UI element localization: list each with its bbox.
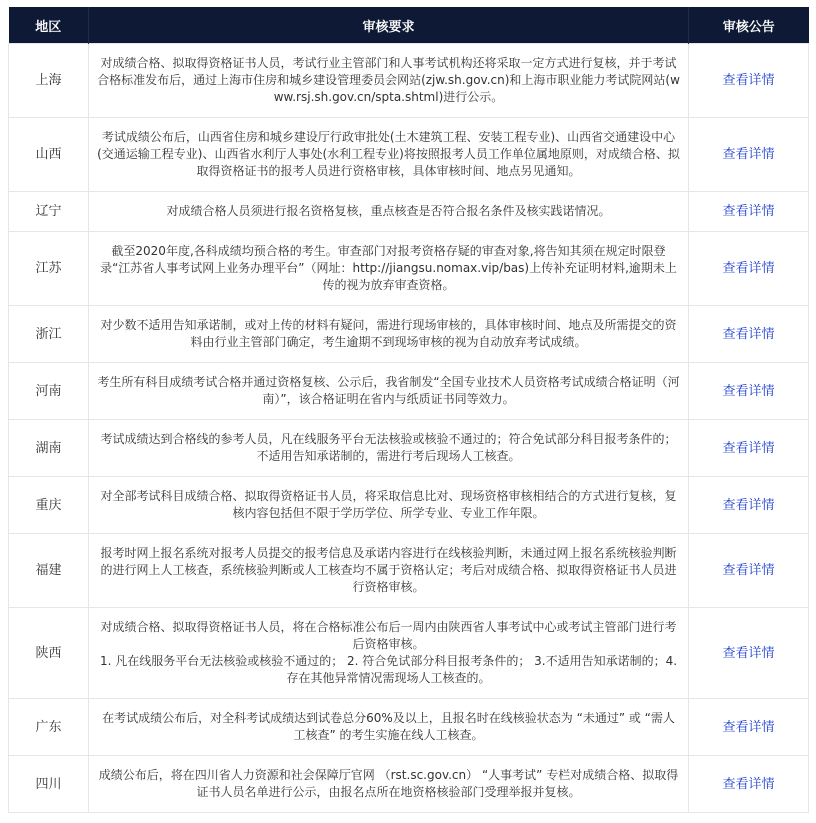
view-details-link[interactable]: 查看详情	[722, 383, 775, 399]
notice-cell	[689, 44, 809, 118]
table-row	[9, 306, 809, 363]
header-notice: 审核公告	[689, 7, 809, 44]
table-row	[9, 44, 809, 118]
table-row	[9, 699, 809, 756]
table-row	[9, 232, 809, 306]
requirement-cell: 对少数不适用告知承诺制，或对上传的材料有疑问，需进行现场审核的，具体审核时间、地点及所需提交的资料由行业主管部门确定，考生逾期不到现场审核的视为自动放弃考试成绩。	[89, 306, 689, 363]
region-cell: 上海	[9, 44, 89, 118]
notice-cell	[689, 192, 809, 232]
header-requirement: 审核要求	[89, 7, 689, 44]
region-cell: 辽宁	[9, 192, 89, 232]
table-header	[9, 7, 809, 44]
view-details-link[interactable]: 查看详情	[722, 440, 775, 456]
notice-cell	[689, 608, 809, 699]
view-details-link[interactable]: 查看详情	[722, 563, 775, 578]
requirement-cell: 对全部考试科目成绩合格、拟取得资格证书人员，将采取信息比对、现场资格审核相结合的方式进行复核，复核内容包括但不限于学历学位、所学专业、专业工作年限。	[89, 477, 689, 534]
region-cell: 浙江	[9, 306, 89, 363]
requirement-cell: 报考时网上报名系统对报考人员提交的报考信息及承诺内容进行在线核验判断，未通过网上报名系统核验判断的进行网上人工核查，系统核验判断或人工核查均不属于资格认定；考后对成绩合格、拟取得资格证书人员进行资格审核。	[89, 534, 689, 608]
requirement-paragraph: 对成绩合格、拟取得资格证书人员，将在合格标准公布后一周内由陕西省人事考试中心或考试主管部门进行考后资格审核。	[100, 620, 677, 651]
region-cell: 重庆	[9, 477, 89, 534]
notice-cell	[689, 118, 809, 192]
view-details-link[interactable]: 查看详情	[722, 326, 775, 342]
audit-requirements-table	[8, 7, 809, 813]
audit-table-container	[8, 7, 808, 813]
view-details-link[interactable]: 查看详情	[722, 73, 775, 88]
requirement-cell: 成绩公布后，将在四川省人力资源和社会保障厅官网 （rst.sc.gov.cn） “人事考试” 专栏对成绩合格、拟取得证书人员名单进行公示，由报名点所在地资格核验部门受理举报并复核。	[89, 756, 689, 813]
region-cell: 河南	[9, 363, 89, 420]
header-row	[9, 7, 809, 44]
view-details-link[interactable]: 查看详情	[722, 719, 775, 735]
requirement-cell: 考生所有科目成绩考试合格并通过资格复核、公示后，我省制发“全国专业技术人员资格考试成绩合格证明（河南）”，该合格证明在省内与纸质证书同等效力。	[89, 363, 689, 420]
table-row	[9, 192, 809, 232]
requirement-cell: 对成绩合格、拟取得资格证书人员，考试行业主管部门和人事考试机构还将采取一定方式进行复核，并于考试合格标准发布后，通过上海市住房和城乡建设管理委员会网站(zjw.sh.gov.cn)和上海市职业能力考试院网站(www.rsj.sh.gov.cn/spta.shtml)进行公示。	[89, 44, 689, 118]
region-cell: 广东	[9, 699, 89, 756]
notice-cell	[689, 306, 809, 363]
view-details-link[interactable]: 查看详情	[722, 204, 775, 219]
requirement-cell: 考试成绩达到合格线的参考人员，凡在线服务平台无法核验或核验不通过的；符合免试部分科目报考条件的；不适用告知承诺制的，需进行考后现场人工核查。	[89, 420, 689, 477]
header-region: 地区	[9, 7, 89, 44]
notice-cell	[689, 756, 809, 813]
notice-cell	[689, 420, 809, 477]
region-cell: 陕西	[9, 608, 89, 699]
view-details-link[interactable]: 查看详情	[722, 645, 775, 661]
view-details-link[interactable]: 查看详情	[722, 147, 775, 162]
table-row	[9, 420, 809, 477]
region-cell: 福建	[9, 534, 89, 608]
table-body	[9, 44, 809, 813]
requirement-cell: 截至2020年度,各科成绩均预合格的考生。审查部门对报考资格存疑的审查对象,将告知其须在规定时限登录“江苏省人事考试网上业务办理平台”（网址：http://jiangsu.nomax.vip/bas)上传补充证明材料,逾期未上传的视为放弃审查资格。	[89, 232, 689, 306]
region-cell: 江苏	[9, 232, 89, 306]
table-row	[9, 477, 809, 534]
notice-cell	[689, 363, 809, 420]
table-row	[9, 118, 809, 192]
requirement-cell	[89, 608, 689, 699]
requirement-cell: 对成绩合格人员须进行报名资格复核，重点核查是否符合报名条件及核实践诺情况。	[89, 192, 689, 232]
notice-cell	[689, 477, 809, 534]
table-row	[9, 534, 809, 608]
table-row	[9, 363, 809, 420]
notice-cell	[689, 534, 809, 608]
view-details-link[interactable]: 查看详情	[722, 497, 775, 513]
view-details-link[interactable]: 查看详情	[722, 261, 775, 276]
requirement-cell: 在考试成绩公布后，对全科考试成绩达到试卷总分60%及以上，且报名时在线核验状态为 “未通过” 或 “需人工核查” 的考生实施在线人工核查。	[89, 699, 689, 756]
region-cell: 四川	[9, 756, 89, 813]
region-cell: 湖南	[9, 420, 89, 477]
table-row	[9, 608, 809, 699]
requirement-conditions: 1. 凡在线服务平台无法核验或核验不通过的； 2. 符合免试部分科目报考条件的； 3.不适用告知承诺制的；4.存在其他异常情况需现场人工核查的。	[99, 654, 678, 685]
view-details-link[interactable]: 查看详情	[722, 776, 775, 792]
region-cell: 山西	[9, 118, 89, 192]
table-row	[9, 756, 809, 813]
notice-cell	[689, 699, 809, 756]
notice-cell	[689, 232, 809, 306]
requirement-cell: 考试成绩公布后，山西省住房和城乡建设厅行政审批处(土木建筑工程、安装工程专业)、山西省交通建设中心(交通运输工程专业)、山西省水利厅人事处(水利工程专业)将按照报考人员工作单位属地原则，对成绩合格、拟取得资格证书的报考人员进行资格审核，具体审核时间、地点另见通知。	[89, 118, 689, 192]
